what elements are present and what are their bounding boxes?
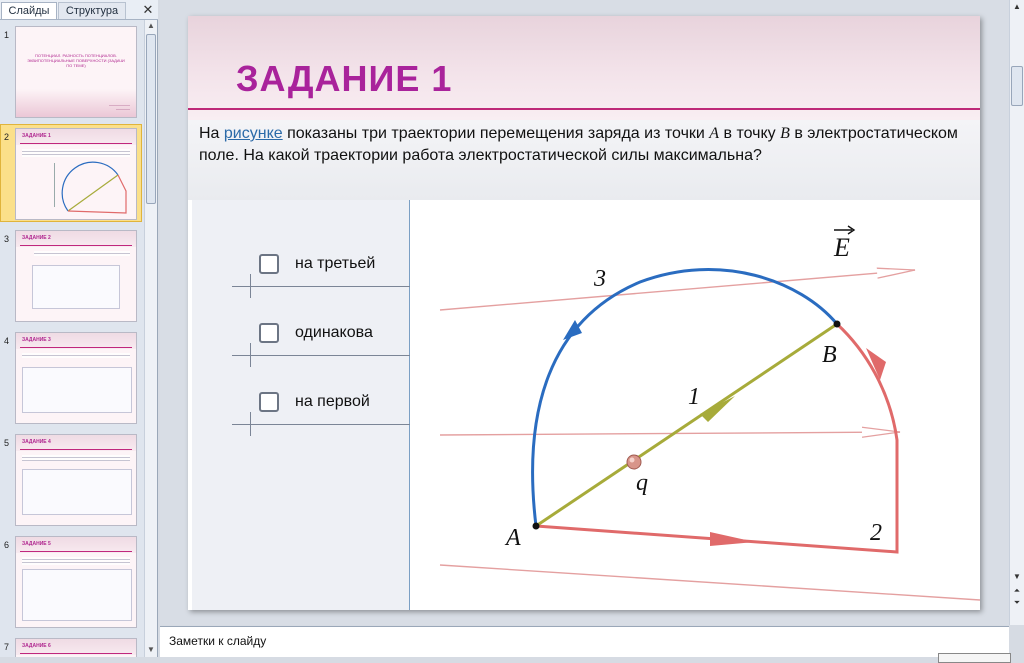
answers-panel (192, 200, 410, 610)
field-lines (440, 270, 980, 600)
close-panel-icon[interactable]: ✕ (142, 2, 154, 17)
label-a: A (506, 525, 521, 551)
thumbnail-title: ЗАДАНИЕ 6 (22, 643, 51, 649)
slide-stage (160, 0, 1009, 625)
tab-outline[interactable]: Структура (58, 2, 126, 19)
notes-placeholder[interactable]: Заметки к слайду (169, 634, 267, 648)
slide-number: 7 (4, 642, 10, 652)
slide-title[interactable]: ЗАДАНИЕ 1 (236, 58, 453, 99)
path-2-arrow (710, 532, 755, 546)
slide-number: 1 (4, 30, 10, 40)
status-widget (938, 653, 1011, 663)
question-part: в точку (719, 125, 781, 142)
slide-number: 5 (4, 438, 10, 448)
notes-pane[interactable] (160, 626, 1009, 657)
point-b-label: B (780, 125, 790, 142)
point-a (533, 523, 540, 530)
slide-thumbnail[interactable] (15, 434, 137, 526)
path-3 (533, 270, 837, 526)
point-a-label: A (709, 125, 720, 142)
thumbnail-figure (60, 161, 132, 215)
panel-tabs (0, 0, 158, 20)
answer-label: на третьей (295, 255, 376, 272)
thumbnail-footer: —————— ———— (109, 103, 130, 111)
answer-option[interactable] (192, 303, 410, 371)
question-text[interactable] (199, 123, 974, 167)
trajectory-diagram (410, 200, 980, 610)
figure-link[interactable]: рисунке (223, 125, 283, 142)
scrollbar-thumb[interactable] (1011, 66, 1023, 106)
scroll-down-icon[interactable]: ▼ (147, 645, 155, 654)
slide-thumbnail[interactable] (15, 638, 137, 657)
question-prefix: На (199, 125, 224, 142)
scroll-up-icon[interactable]: ▲ (1013, 2, 1021, 11)
slides-panel (0, 0, 158, 657)
previous-slide-icon[interactable]: ⏶ (1013, 586, 1021, 595)
field-line (440, 565, 980, 600)
scroll-down-icon[interactable]: ▼ (1013, 572, 1021, 581)
slide-number: 2 (4, 132, 10, 142)
path-1 (536, 324, 837, 526)
label-path-1: 1 (688, 384, 700, 410)
point-b (834, 321, 841, 328)
question-part: в электростатическом поле. На какой траектории работа электростатической силы максимальна? (199, 125, 958, 164)
scroll-up-icon[interactable]: ▲ (147, 21, 155, 30)
label-path-3: 3 (594, 266, 606, 292)
slide-scrollbar[interactable] (1009, 0, 1024, 625)
slide-number: 6 (4, 540, 10, 550)
answer-label: на первой (295, 393, 370, 410)
answer-option[interactable] (192, 234, 410, 302)
label-q: q (636, 470, 648, 496)
tab-slides[interactable]: Слайды (1, 2, 57, 19)
title-underline (188, 108, 980, 110)
answer-label: одинакова (295, 324, 373, 341)
slide-number: 3 (4, 234, 10, 244)
question-part: показаны три траектории перемещения заряда из точки (282, 125, 710, 142)
slide-thumbnail[interactable] (15, 128, 137, 220)
slide-thumbnail[interactable] (15, 332, 137, 424)
label-path-2: 2 (870, 520, 882, 546)
answer-checkbox[interactable] (259, 392, 279, 412)
slide-number: 4 (4, 336, 10, 346)
thumbnail-title: ЗАДАНИЕ 5 (22, 541, 51, 547)
charge-q (627, 455, 641, 469)
thumbnail-title: ЗАДАНИЕ 2 (22, 235, 51, 241)
slide-canvas[interactable] (188, 16, 980, 610)
thumbnail-title: ПОТЕНЦИАЛ. РАЗНОСТЬ ПОТЕНЦИАЛОВ. ЭКВИПОТЕНЦИАЛЬНЫЕ ПОВЕРХНОСТИ (ЗАДАЧИ ПО ТЕМЕ) (27, 53, 125, 68)
path-1-arrow (700, 396, 735, 422)
thumbnail-title: ЗАДАНИЕ 3 (22, 337, 51, 343)
slide-thumbnail[interactable] (15, 230, 137, 322)
path-2 (536, 324, 897, 552)
label-b: B (822, 342, 837, 368)
field-line (440, 270, 915, 310)
slide-thumbnails (0, 20, 144, 657)
slide-thumbnail[interactable] (15, 26, 137, 118)
trajectory-figure (410, 200, 980, 610)
answer-option[interactable] (192, 372, 410, 440)
thumbnail-title: ЗАДАНИЕ 1 (22, 133, 51, 139)
next-slide-icon[interactable]: ⏷ (1013, 598, 1021, 607)
slide-thumbnail[interactable] (15, 536, 137, 628)
panel-scrollbar[interactable] (144, 20, 157, 657)
answer-checkbox[interactable] (259, 323, 279, 343)
label-field-e: E (834, 233, 850, 262)
thumbnail-title: ЗАДАНИЕ 4 (22, 439, 51, 445)
answer-checkbox[interactable] (259, 254, 279, 274)
scrollbar-thumb[interactable] (146, 34, 156, 204)
